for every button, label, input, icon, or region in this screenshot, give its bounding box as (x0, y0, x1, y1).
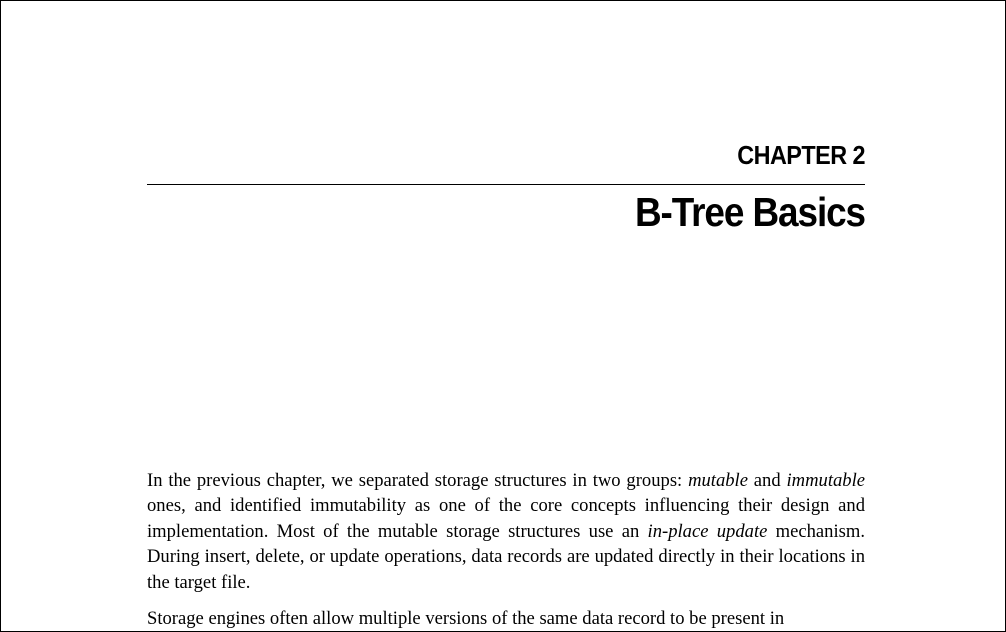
chapter-divider (147, 184, 865, 185)
term-in-place-update: in-place update (647, 520, 768, 542)
term-immutable: immutable (786, 470, 865, 491)
paragraph-2: Storage engines often allow multiple versions of the same data record to be present in (147, 608, 785, 630)
paragraph-1-text-3: ones, and identified immutability as one of the core concepts influencing their design and implementation. Most of the mutable storage structures use an (147, 495, 865, 542)
paragraph-1 (147, 468, 865, 595)
body-text (147, 468, 865, 632)
paragraph-1-text-4: mechanism. During insert, delete, or update operations, data records are updated directly in their locations in the target file. (147, 520, 865, 593)
chapter-title: B-Tree Basics (634, 189, 865, 235)
term-mutable: mutable (688, 470, 748, 491)
paragraph-1-text-2: and (747, 470, 787, 491)
paragraph-1-text-1: In the previous chapter, we separated storage structures in two groups: (147, 470, 689, 491)
chapter-label: CHAPTER 2 (737, 140, 865, 170)
